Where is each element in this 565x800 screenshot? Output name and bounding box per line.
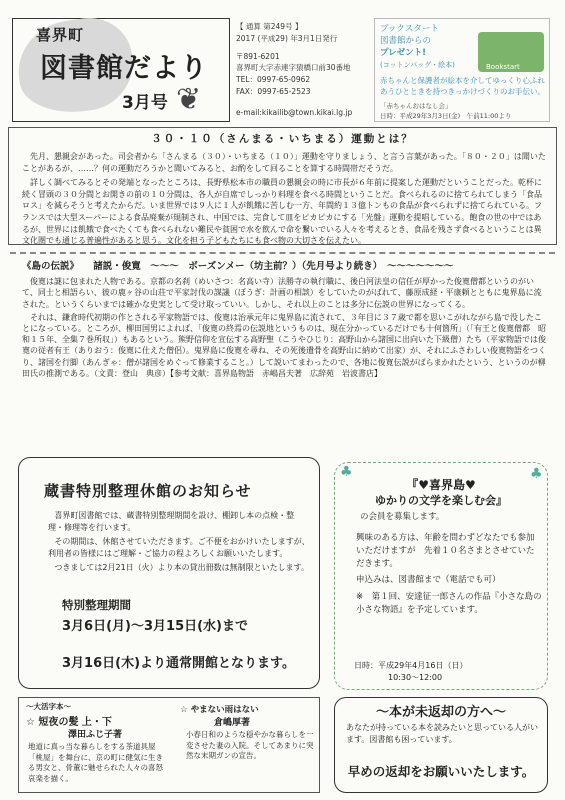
event-subtitle: の会員を募集します。 — [360, 512, 445, 522]
bookstart-description: 赤ちゃんと保護者が絵本を介してゆっくり心ふれあうひとときを持つきっかけづくりのお手伝い。 — [380, 76, 545, 96]
book-author: 倉嶋厚著 — [214, 718, 251, 728]
event-paragraph: 申込みは、図書館まで（電話でも可） — [356, 575, 501, 586]
section-divider — [10, 252, 555, 254]
closure-paragraph: その期間は、休館させていただきます。ご不便をおかけいたしますが、利用者の皆様にはご理解・ご協力の程よろしくお願いいたします。 — [48, 537, 310, 558]
issue-number: 【 通算 第249号 】 — [236, 22, 303, 31]
event-body — [356, 532, 542, 617]
book-description: 小春日和のような穏やかな暮らしを一変させた妻の入院。そしてあまりに突然な末期ガンの宣告。 — [186, 730, 314, 760]
baby-story-date: 日時：平成29年3月3日(金) 午前11:00より — [380, 112, 512, 120]
book-title: ☆ 短夜の髪 上・下 — [26, 717, 112, 728]
overdue-request: 早めの返却をお願いいたします。 — [347, 764, 535, 779]
legend-heading: 《島の伝説》 諸説・俊寛 ～～～ ボーズンメー（坊主前？）（先月号より続き） ～～～～～～～ — [22, 261, 454, 272]
legend-section — [22, 260, 547, 381]
book-author: 澤田ふじ子著 — [68, 730, 123, 740]
article-paragraph: 詳しく調べてみるとその発端となったところは、長野県松本市の職員の懇親会の時に市長が６年前に提案した運動だということだった。乾杯に続く冒頭の３０分間とお開きの前の１０分間は、各人が自席でしっかり料理を食べる時間ということだ。食べられるのに捨てられてしまう「食品ロス」を減らそうと考えたからだ。いま世界では９人に１人が飢餓に苦しむ一方、年間約１３億トンもの食品が食べられずに捨てられている。フランスでは大型スーパーによる食品廃棄が規制され、中国では、完食して皿をピカピカにする「光盤」運動を提唱している。飽食の世の中ではあるが、世界には飢餓で食べたくても食べられない難民や貧困で水を飲んで命を繋いでいる人々を考えるとき、食品を残さず食べるということは異文化圏でも通じる普遍性があると思う。文化を担う子どもたちにも食べ物の大切さを伝えたい。 — [22, 178, 542, 246]
closure-period: 3月6日(月)～3月15日(水)まで — [62, 619, 248, 634]
legend-paragraph: それは、鎌倉時代初期の作とされる平家物語では、俊寛は治承元年に鬼界島に流されて、３年目に３７歳で都を思いこがれながら島で没したことになっている。ところが、柳田国男によれば、「俊寛の終焉の伝説地というものは、現在分かっているだけでも十何箇所」（「有王と俊寛僧都 昭和１５年、全集７巻所収」）もあるという。熊野信仰を宣伝する高野聖（こうやひじり：高野山から諸国に出向いた下級僧）たち（平家物語では俊寛の従者有王（ありおう：俊寛に仕えた僧侶）。鬼界島に俊寛を尋ね、その死後遺骨を高野山に納めて出家）が、それにふさわしい俊寛物語をつくり、諸国を行脚（あんぎゃ：僧が諸国をめぐって修業すること。）して説いてまわったので、各地に俊寛伝説がばらまかれたという、というのが柳田氏の推測である。（文責：登山 典彦）【参考文献：喜界島物語 赤嶋昌夫著 広辞苑 岩波書店】 — [22, 312, 546, 378]
bookstart-badge-text: Bookstart — [486, 63, 520, 71]
bookstart-line2: 図書館からの — [380, 36, 432, 46]
email: e-mail:kikailib@town.kikai.lg.jp — [236, 108, 353, 117]
issue-month: 3月号 — [122, 93, 168, 113]
overdue-body: あなたが持っている本を読みたいと思っている人がいます。図書館も困っています。 — [346, 723, 538, 744]
town-name: 喜界町 — [36, 26, 85, 44]
book-description: 地道に真っ当な暮らしをする茶道具屋「桃屋」を舞台に、京の町に健気に生きる男女と、骨董に魅せられた人々の喜怒哀楽を描く。 — [28, 742, 163, 783]
telephone: TEL：0997-65-0962 — [236, 75, 311, 84]
event-paragraph: ※ 第１回、安達征一郎さんの作品『小さな島の小さな物語』を予定しています。 — [356, 592, 542, 615]
closure-paragraph: つきましては2月21日（火）より本の貸出冊数は無制限といたします。 — [54, 563, 310, 573]
baby-story-event: 「赤ちゃんおはなし会」 — [380, 102, 452, 110]
event-date: 日時：平成29年4月16日（日） — [354, 661, 468, 670]
legend-paragraph: 俊寛は謎に包まれた人物である。京都の名刹（めいさつ：名高い寺）法勝寺の執行職に、後白河法皇の信任が厚かった俊寛僧都というのがいて、同士と相語らい、彼の鹿ヶ谷の山荘で平家討伐の謀議（ぼうぎ：計画の相談）をしていたのがばれて、藤原成経・平康頼とともに鬼界島に流された。というくらいまでは確かな史実として受け取っていい。しかし、それ以上のことは多分に伝説の世界になってくる。 — [22, 277, 542, 309]
bookstart-line4: (コットンバッグ・絵本) — [380, 61, 455, 69]
article-body — [22, 151, 547, 250]
closure-title: 蔵書特別整理休館のお知らせ — [44, 482, 252, 500]
fax: FAX：0997-65-2523 — [236, 87, 311, 96]
address: 喜界町大字赤連字猿橋口前30番地 — [236, 63, 351, 72]
reopen-notice: 3月16日(木)より通常開館となります。 — [62, 656, 295, 671]
book-title: ☆ やまない雨はない — [180, 705, 259, 715]
butterfly-icon: ❦ — [176, 82, 202, 117]
clover-icon: ♣ — [530, 466, 543, 482]
article-paragraph: 先月、懇親会があった。司会者から「さんまる（３０）・いちまる（１０）」運動を守りましょう、と言う言葉があった。「８０・２０」は聞いたことがあるが、……？何の運動だろうかと聞いてみると、お酌をして回ることを算する時間帯だそうだ。 — [22, 152, 546, 173]
large-print-label: ～大活字本～ — [26, 702, 71, 711]
closure-body — [48, 510, 310, 577]
issue-date: 2017 (平成29) 年3月1日発行 — [236, 34, 338, 43]
overdue-title: ～本が未返却の方へ～ — [375, 705, 506, 720]
postal-code: 〒891-6201 — [236, 52, 280, 61]
event-time: 10:30～12:00 — [388, 673, 443, 682]
event-title: 『♥喜界島♥ — [406, 478, 476, 492]
clover-icon: ♣ — [340, 464, 353, 480]
closure-period-label: 特別整理期間 — [62, 598, 131, 612]
newsletter-title: 図書館だより — [40, 53, 208, 84]
event-paragraph: 興味のある方は、年齢を問わずどなたでも参加いただけますが 先着１０名さまとさせていただきます。 — [356, 533, 535, 569]
article-title: ３０・１０（さんまる・いちまる）運動とは？ — [151, 133, 414, 145]
bookstart-heading: ブックスタート — [380, 24, 439, 34]
bookstart-line3: プレゼント! — [380, 48, 427, 58]
closure-paragraph: 喜界町図書館では、蔵書特別整理期間を設け、棚卸し本の点検・整理・修理等を行います。 — [48, 511, 295, 532]
event-title-line2: ゆかりの文学を楽しむ会』 — [375, 494, 507, 507]
